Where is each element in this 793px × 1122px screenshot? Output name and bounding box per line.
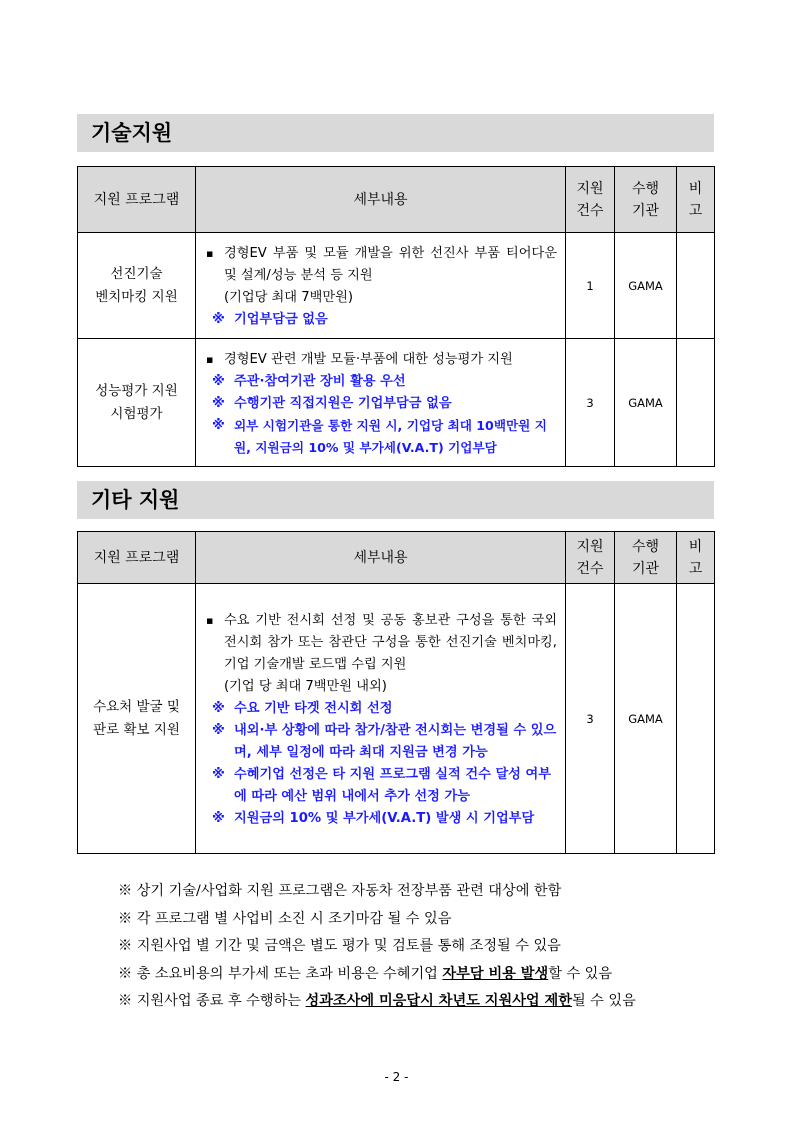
header-org [615,167,677,233]
footnote-emphasis: 성과조사에 미응답시 차년도 지원사업 제한 [305,993,572,1009]
footnote-text-end: 될 수 있음 [571,993,636,1009]
footnote-mark: ※ [118,938,133,954]
header-org-label: 수행 기관 [631,180,660,219]
footnote-mark: ※ [118,883,133,899]
support-count: 3 [566,339,615,467]
footnote-emphasis: 자부담 비용 발생 [442,965,549,982]
support-count: 1 [566,233,615,339]
detail-cell [196,584,566,854]
section-title-other: 기타 지원 [77,481,714,519]
header-detail-label: 세부내용 [353,549,408,566]
detail-note [206,371,557,393]
footnote-text: 각 프로그램 별 사업비 소진 시 조기마감 될 수 있음 [136,910,452,927]
footnotes [118,878,738,1016]
table-row [78,339,715,467]
support-org: GAMA [615,339,677,467]
header-note [677,532,715,584]
detail-note [206,393,557,415]
support-org: GAMA [615,233,677,339]
bullet-mark: ▪ [206,613,214,627]
footnote-mark: ※ [118,910,133,927]
footnote [118,878,738,906]
header-org-label: 수행 기관 [631,538,660,577]
footnote-mark: ※ [118,993,133,1009]
bullet-text: 수요 기반 전시회 선정 및 공동 홍보관 구성을 통한 국외 전시회 참가 또는 참관단 구성을 통한 선진기술 벤치마킹, 기업 기술개발 로드맵 수립 지원 [224,612,557,672]
detail-note [206,415,557,459]
header-program [78,532,196,584]
header-note-label: 비 고 [688,538,703,577]
note-mark: ※ [212,700,225,716]
header-count [566,167,615,233]
detail-sub: (기업 당 최대 7백만원 내외) [224,678,387,694]
program-name: 선진기술 벤치마킹 지원 [78,233,196,339]
footnote-text: 총 소요비용의 부가세 또는 초과 비용은 수혜기업 [136,965,443,982]
detail-note [206,808,557,830]
detail-sub: (기업당 최대 7백만원) [224,289,353,305]
bullet-text: 경형EV 관련 개발 모듈·부품에 대한 성능평가 지원 [224,351,513,367]
program-name: 성능평가 지원 시험평가 [78,339,196,467]
page-number: - 2 - [384,1070,409,1084]
bullet-mark: ▪ [206,352,214,366]
detail-bullet [206,243,557,287]
footnote [118,961,738,989]
detail-note [206,764,557,808]
detail-note [206,698,557,720]
note-text: 수요 기반 타겟 전시회 선정 [234,700,393,716]
detail-cell [196,339,566,467]
header-note [677,167,715,233]
note-text: 수행기관 직접지원은 기업부담금 없음 [234,395,452,411]
footnote [118,906,738,934]
header-count [566,532,615,584]
support-count: 3 [566,584,615,854]
header-detail-label: 세부내용 [353,191,408,208]
note-mark: ※ [212,395,225,411]
footnote-mark: ※ [118,965,133,982]
note-mark: ※ [212,417,225,433]
detail-cell [196,233,566,339]
note-mark: ※ [212,373,225,389]
footnote-text: 상기 기술/사업화 지원 프로그램은 자동차 전장부품 관련 대상에 한함 [136,883,562,899]
header-program-label: 지원 프로그램 [93,191,180,208]
note-mark: ※ [212,810,225,826]
detail-bullet [206,349,557,371]
note-mark: ※ [212,766,225,782]
note-text: 지원금의 10% 및 부가세(V.A.T) 발생 시 기업부담 [234,810,535,826]
remark-cell [677,584,715,854]
detail-note [206,309,557,331]
bullet-text: 경형EV 부품 및 모듈 개발을 위한 선진사 부품 티어다운 및 설계/성능 분석 등 지원 [224,245,557,283]
note-text: 내외·부 상황에 따라 참가/참관 전시회는 변경될 수 있으며, 세부 일정에 따라 최대 지원금 변경 가능 [234,722,557,760]
note-text: 수혜기업 선정은 타 지원 프로그램 실적 건수 달성 여부에 따라 예산 범위 내에서 추가 선정 가능 [234,766,551,804]
footnote-text: 지원사업 별 기간 및 금액은 별도 평가 및 검토를 통해 조정될 수 있음 [136,938,561,954]
table-row [78,584,715,854]
note-text: 기업부담금 없음 [234,311,328,327]
detail-note [206,720,557,764]
note-text: 외부 시험기관을 통한 지원 시, 기업당 최대 10백만원 지원, 지원금의 10% 및 부가세(V.A.T) 기업부담 [234,417,547,455]
program-name: 수요처 발굴 및 판로 확보 지원 [78,584,196,854]
header-program-label: 지원 프로그램 [93,549,180,566]
footnote-text-end: 할 수 있음 [548,965,613,982]
header-note-label: 비 고 [688,180,703,219]
detail-bullet [206,610,557,676]
header-detail [196,532,566,584]
header-count-label: 지원 건수 [576,538,604,577]
note-mark: ※ [212,311,225,327]
section-title-tech: 기술지원 [77,114,714,152]
header-count-label: 지원 건수 [576,180,604,219]
footnote-text: 지원사업 종료 후 수행하는 [136,993,306,1009]
remark-cell [677,233,715,339]
tech-support-table [77,166,715,467]
footnote [118,933,738,961]
note-text: 주관·참여기관 장비 활용 우선 [234,373,406,389]
remark-cell [677,339,715,467]
header-detail [196,167,566,233]
bullet-mark: ▪ [206,246,214,260]
header-org [615,532,677,584]
table-row [78,233,715,339]
note-mark: ※ [212,722,225,738]
other-support-table [77,531,715,854]
header-program [78,167,196,233]
support-org: GAMA [615,584,677,854]
footnote [118,988,738,1016]
